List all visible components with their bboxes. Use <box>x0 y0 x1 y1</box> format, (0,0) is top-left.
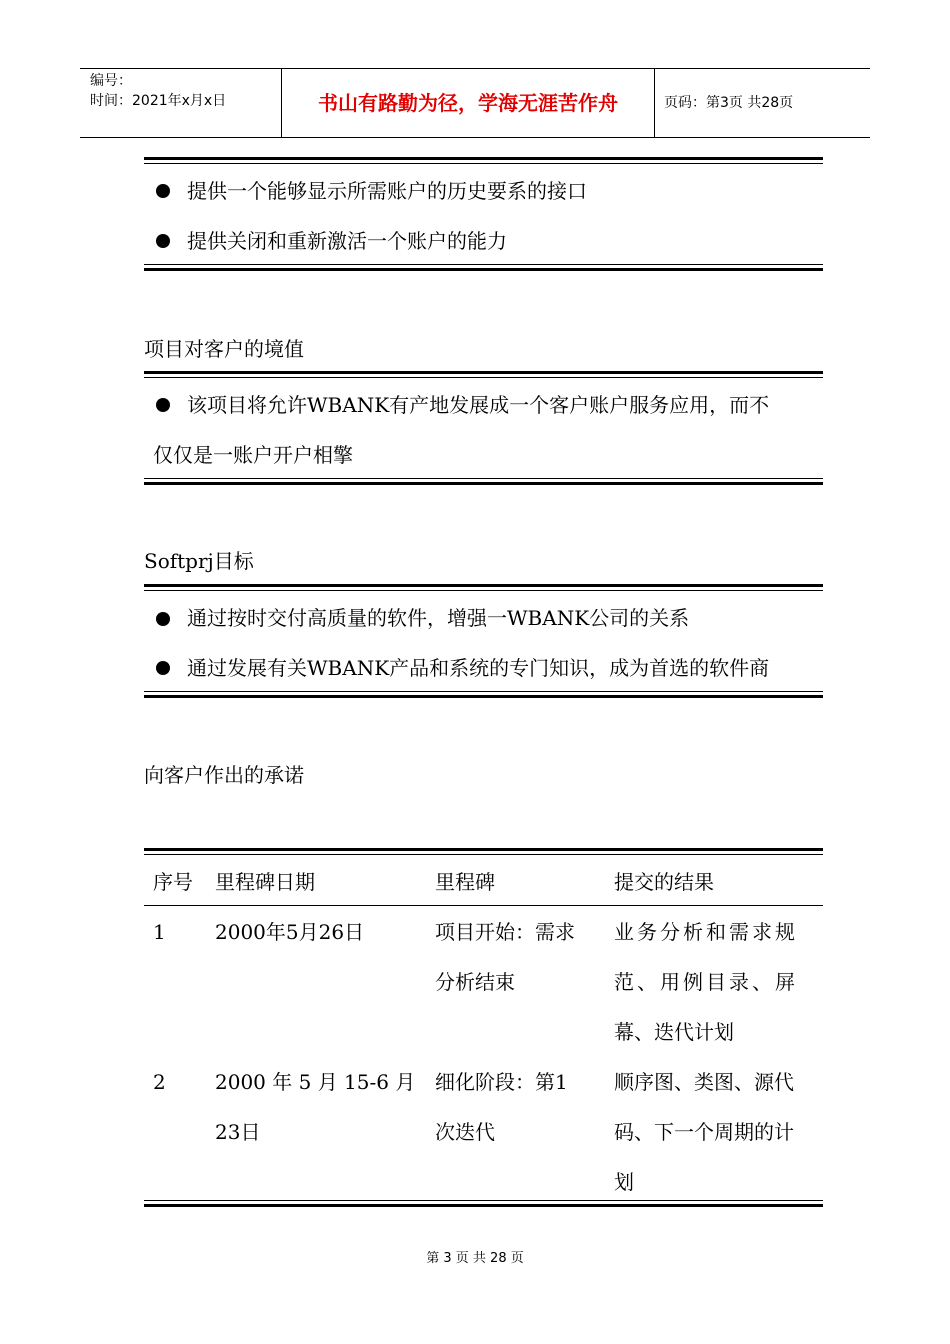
bullet-text: 提供一个能够显示所需账户的历史要系的接口 <box>187 179 587 203</box>
row-date: 2000年5月26日 <box>215 920 365 944</box>
page-header <box>80 68 870 138</box>
row-result: 幕、迭代计划 <box>614 1020 734 1044</box>
bullet-icon <box>156 234 170 248</box>
row-date: 23日 <box>215 1120 261 1144</box>
row-milestone: 项目开始：需求 <box>435 920 575 944</box>
section-title: Softprj目标 <box>144 549 254 573</box>
table-header-milestone: 里程碑 <box>435 870 495 894</box>
row-result: 顺序图、类图、源代 <box>614 1070 794 1094</box>
bullet-icon <box>156 612 170 626</box>
bullet-icon <box>156 398 170 412</box>
section-title: 项目对客户的境值 <box>144 337 304 361</box>
bullet-icon <box>156 661 170 675</box>
header-page-label: 页码：第3页 共28页 <box>664 95 794 111</box>
bullet-text: 提供关闭和重新激活一个账户的能力 <box>187 229 507 253</box>
bullet-text-continued: 仅仅是一账户开户相擎 <box>153 443 353 467</box>
section-rule-top <box>144 157 823 164</box>
section-rule-top <box>144 584 823 591</box>
bullet-text: 该项目将允许WBANK有产地发展成一个客户账户服务应用，而不 <box>187 393 770 417</box>
row-date: 2000 年 5 月 15-6 月 <box>215 1070 416 1094</box>
bullet-icon <box>156 184 170 198</box>
header-motto: 书山有路勤为径，学海无涯苦作舟 <box>281 69 655 137</box>
row-milestone: 细化阶段：第1 <box>435 1070 568 1094</box>
row-result: 码、下一个周期的计 <box>614 1120 794 1144</box>
section-title: 向客户作出的承诺 <box>144 763 304 787</box>
row-milestone: 分析结束 <box>435 970 515 994</box>
table-header-no: 序号 <box>153 870 193 894</box>
page-footer: 第 3 页 共 28 页 <box>426 1251 524 1266</box>
table-header-date: 里程碑日期 <box>215 870 315 894</box>
section-rule-bottom <box>144 264 823 271</box>
time-label: 时间：2021年x月x日 <box>90 93 227 109</box>
table-rule-bottom <box>144 1200 823 1207</box>
row-milestone: 次迭代 <box>435 1120 495 1144</box>
bullet-text: 通过按时交付高质量的软件，增强一WBANK公司的关系 <box>187 606 690 630</box>
table-header-rule <box>144 905 823 906</box>
table-header-result: 提交的结果 <box>614 870 714 894</box>
number-label: 编号： <box>90 73 132 89</box>
header-meta <box>90 71 226 111</box>
section-rule-top <box>144 371 823 378</box>
row-no: 2 <box>153 1070 166 1094</box>
table-rule-top <box>144 848 823 855</box>
bullet-text: 通过发展有关WBANK产品和系统的专门知识，成为首选的软件商 <box>187 656 770 680</box>
section-rule-bottom <box>144 691 823 698</box>
row-result: 业务分析和需求规 <box>614 920 798 944</box>
row-result: 范、用例目录、屏 <box>614 970 798 994</box>
row-no: 1 <box>153 920 166 944</box>
row-result: 划 <box>614 1170 634 1194</box>
section-rule-bottom <box>144 478 823 485</box>
